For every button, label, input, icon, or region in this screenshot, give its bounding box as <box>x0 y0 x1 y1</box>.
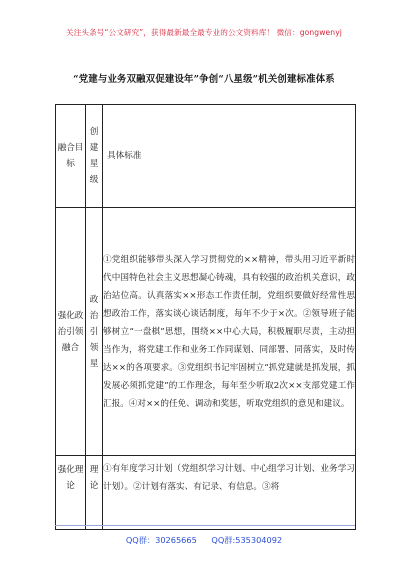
promo-banner: 关注头条号“公文研究”，获得最新最全最专业的公文资料库！ 微信：gongwenyj <box>66 28 342 37</box>
header-goal: 融合目标 <box>56 105 86 208</box>
row-standard: ①党组织能够带头深入学习贯彻党的××精神，带头用习近平新时代中国特色社会主义思想凝心铸魂，具有较强的政治机关意识，政治站位高。认真落实××形态工作责任制，党组织要做好经常性思想政治工作，落实谈心谈话制度，每年不少于×次。②领导班子能够树立“一盘棋”思想，围绕××中心大局，积极履职尽责，主动担当作为，将党建工作和业务工作同谋划、同部署、同落实，及时传达××的各项要求。③党组织书记牢固树立“抓党建就是抓发展，抓发展必须抓党建”的工作理念，每年至少听取2次××支部党建工作汇报。④对××的任免、调动和奖惩，听取党组织的意见和建议。 <box>103 208 356 456</box>
table-row <box>56 208 356 456</box>
footer-qq-group-2: QQ群:535304092 <box>211 535 283 545</box>
footer-qq-group-1: QQ群：30265665 <box>125 535 197 545</box>
footer-divider <box>55 525 355 526</box>
document-title: “党建与业务双融双促建设年”争创“八星级”机关创建标准体系 <box>73 74 335 85</box>
row-goal: 强化政治引领融合 <box>56 208 86 456</box>
footer <box>0 535 408 546</box>
row-star: 政治引领星 <box>86 208 103 456</box>
header-standard: 具体标准 <box>103 105 356 208</box>
row-star: 理论 <box>86 456 103 530</box>
row-standard: ①有年度学习计划（党组织学习计划、中心组学习计划、业务学习计划）。②计划有落实、有记录、有信息。③将 <box>103 456 356 530</box>
standards-table <box>55 104 356 530</box>
header-star: 创建星级 <box>86 105 103 208</box>
row-goal: 强化理论 <box>56 456 86 530</box>
table-header-row <box>56 105 356 208</box>
table-row <box>56 456 356 530</box>
